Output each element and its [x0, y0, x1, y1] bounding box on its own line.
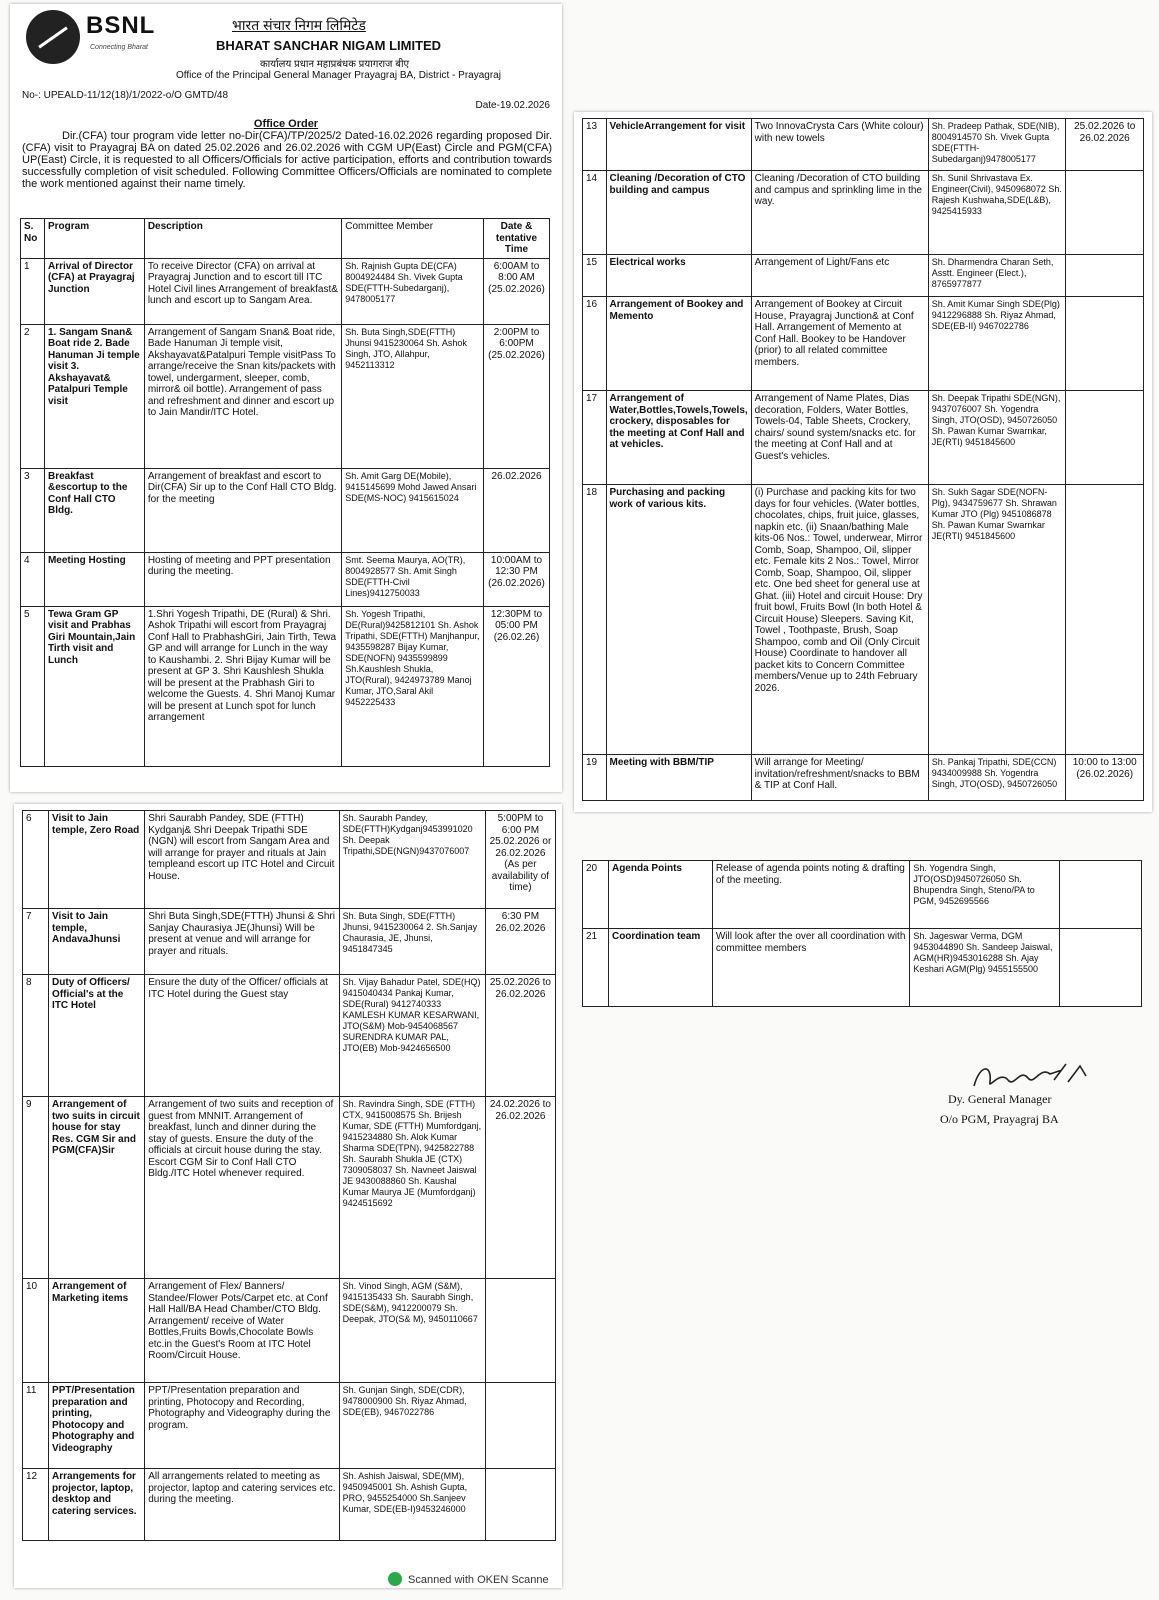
table-row — [583, 929, 1142, 1007]
row-member: Sh. Ravindra Singh, SDE (FTTH) CTX, 9415008575 Sh. Brijesh Kumar, SDE (FTTH) Mumfordganj, 9415234880 Sh. Alok Kumar Sharma SDE(TPN), 9425822788 Sh. Saurabh Shukla JE (CTX) 7309058037 Sh. Navneet Jaiswal JE 9430088860 Sh. Kaushal Kumar Maurya JE (Mumfordganj) 9424515692 — [339, 1097, 485, 1279]
header-date: Date & tentative Time — [483, 219, 549, 259]
row-number: 2 — [21, 324, 45, 468]
letterhead — [10, 4, 562, 100]
header-program: Program — [44, 219, 144, 259]
row-description: PPT/Presentation preparation and printing, Photocopy and Recording, Photography and Videography during the program. — [145, 1383, 339, 1469]
row-description: Arrangement of Name Plates, Dias decoration, Folders, Water Bottles, Towels-04, Table Sheets, Crockery, chairs/ sound system/snacks etc. for the meeting at Conf Hall and at Guest's vehicles. — [751, 391, 928, 485]
row-program: Arrangement of two suits in circuit house for stay Res. CGM Sir and PGM(CFA)Sir — [49, 1097, 145, 1279]
row-number: 15 — [583, 255, 607, 297]
row-date: 10:00AM to 12:30 PM (26.02.2026) — [483, 552, 549, 606]
row-member: Sh. Yogendra Singh, JTO(OSD)9450726050 Sh. Bhupendra Singh, Steno/PA to PGM, 9452695566 — [910, 861, 1060, 929]
row-member: Sh. Amit Garg DE(Mobile), 9415145699 Mohd Jawed Ansari SDE(MS-NOC) 9415615024 — [342, 468, 484, 552]
row-program: Meeting Hosting — [44, 552, 144, 606]
table-row — [23, 1097, 556, 1279]
row-date — [1060, 929, 1142, 1007]
row-member: Sh. Dharmendra Charan Seth, Asstt. Engineer (Elect.), 8765977877 — [928, 255, 1066, 297]
row-number: 17 — [583, 391, 607, 485]
row-member: Sh. Buta Singh, SDE(FTTH) Jhunsi, 9415230064 2. Sh.Sanjay Chaurasia, JE, Jhunsi, 9451847345 — [339, 909, 485, 975]
row-program: Visit to Jain temple, Zero Road — [49, 811, 145, 909]
row-member: Sh. Vijay Bahadur Patel, SDE(HQ) 9415040434 Pankaj Kumar, SDE(Rural) 9412740333 KAMLESH KUMAR KESARWANI, JTO(S&M) Mob-9454068567 SURENDRA KUMAR PAL, JTO(EB) Mob-9424656500 — [339, 975, 485, 1097]
row-number: 18 — [583, 485, 607, 755]
assignment-table-page-4 — [582, 860, 1142, 1007]
row-program: Arrangements for projector, laptop, desktop and catering services. — [49, 1469, 145, 1541]
page-1 — [10, 4, 562, 792]
row-program: Coordination team — [608, 929, 712, 1007]
row-number: 16 — [583, 297, 607, 391]
table-row — [23, 811, 556, 909]
row-number: 19 — [583, 755, 607, 801]
scanner-text: Scanned with OKEN Scanne — [408, 1574, 549, 1586]
row-member: Sh. Pradeep Pathak, SDE(NIB), 8004914570 Sh. Vivek Gupta SDE(FTTH-Subedarganj)9478005177 — [928, 119, 1066, 171]
row-member: Sh. Pankaj Tripathi, SDE(CCN) 9434009988 Sh. Yogendra Singh, JTO(OSD), 9450726050 — [928, 755, 1066, 801]
row-date — [1060, 861, 1142, 929]
page-2 — [574, 112, 1152, 812]
table-row — [583, 861, 1142, 929]
row-number: 1 — [21, 258, 45, 324]
logo-text: BSNL — [86, 12, 156, 39]
page-3 — [14, 804, 562, 1588]
row-program: Duty of Officers/ Official's at the ITC Hotel — [49, 975, 145, 1097]
row-member: Sh. Amit Kumar Singh SDE(Plg) 9412296888 Sh. Riyaz Ahmad, SDE(EB-II) 9467022786 — [928, 297, 1066, 391]
table-row — [583, 255, 1144, 297]
bsnl-logo — [26, 6, 176, 68]
row-description: Arrangement of two suits and reception of guest from MNNIT. Arrangement of breakfast, lunch and dinner during the stay of guests. Ensure the duty of the officials at circuit house during the stay. Escort CGM Sir to Conf Hall CTO Bldg./ITC Hotel whenever required. — [145, 1097, 339, 1279]
globe-icon — [26, 10, 80, 64]
row-date — [485, 1383, 555, 1469]
row-date: 10:00 to 13:00 (26.02.2026) — [1066, 755, 1144, 801]
row-program: Cleaning /Decoration of CTO building and campus — [606, 171, 751, 255]
row-description: 1.Shri Yogesh Tripathi, DE (Rural) & Shri. Ashok Tripathi will escort from Prayagraj Conf Hall to PrabhashGiri, Jain Tirth, Tewa GP and will arrange for Lunch in the way to Kaushambi. 2. Shri Bijay Kumar will be present at GP 3. Shri Kaushlesh Shukla will be present at the Prabhash Giri to welcome the Guests. 4. Shri Manoj Kumar will be present at Lunch spot for lunch arrangement — [144, 606, 341, 766]
row-description: Ensure the duty of the Officer/ officials at ITC Hotel during the Guest stay — [145, 975, 339, 1097]
row-description: Cleaning /Decoration of CTO building and campus and sprinkling lime in the way. — [751, 171, 928, 255]
page-4 — [578, 860, 1152, 1180]
row-description: Shri Saurabh Pandey, SDE (FTTH) Kydganj& Shri Deepak Tripathi SDE (NGN) will escort from Sangam Area and will arrange for prayer and rituals at Jain templeand escort up ITC Hotel and Circuit House. — [145, 811, 339, 909]
row-description: Arrangement of Bookey at Circuit House, Prayagraj Junction& at Conf Hall. Arrangement of Memento at Conf Hall. Bookey to be Handover (prior) to all related committee members. — [751, 297, 928, 391]
office-name: Office of the Principal General Manager Prayagraj BA, District - Prayagraj — [176, 70, 501, 81]
row-description: (i) Purchase and packing kits for two days for four vehicles. (Water bottles, chocolates, chips, fruit juice, glasses, napkin etc. (ii) Snaan/bathing Male kits-06 Nos.: Towel, underwear, Mirror Comb, Soap, Shampoo, Oil, slipper etc. Female kits 2 Nos.: Towel, Mirror Comb, Soap, Shampoo, Oil, slipper etc. One bed sheet for general use at Ghat. (iii) Hotel and circuit House: Dry fruit bowl, Fruits Bowl (In both Hotel & Circuit House) Sleepers. Saving Kit, Towel , Toothpaste, Brush, Soap Shampoo, comb and Oil (Only Circuit House) Coordinate to handover all packet kits to Concern Committee members/Venue up to 24th February 2026. — [751, 485, 928, 755]
row-number: 21 — [583, 929, 609, 1007]
assignment-table-page-2 — [582, 118, 1144, 801]
row-number: 9 — [23, 1097, 49, 1279]
table-header-row — [21, 219, 550, 259]
row-member: Sh. Vinod Singh, AGM (S&M), 9415135433 Sh. Saurabh Singh, SDE(S&M), 9412200079 Sh. Deepak, JTO(S& M), 9450110667 — [339, 1279, 485, 1383]
row-date — [1066, 297, 1144, 391]
row-date — [485, 1469, 555, 1541]
row-description: Release of agenda points noting & drafting of the meeting. — [712, 861, 910, 929]
row-date: 6:30 PM 26.02.2026 — [485, 909, 555, 975]
row-program: Arrangement of Bookey and Memento — [606, 297, 751, 391]
row-program: Tewa Gram GP visit and Prabhas Giri Mountain,Jain Tirth visit and Lunch — [44, 606, 144, 766]
row-program: Breakfast &escortup to the Conf Hall CTO Bldg. — [44, 468, 144, 552]
row-number: 5 — [21, 606, 45, 766]
row-number: 11 — [23, 1383, 49, 1469]
signatory-office: O/o PGM, Prayagraj BA — [940, 1112, 1059, 1126]
row-number: 20 — [583, 861, 609, 929]
header-description: Description — [144, 219, 341, 259]
english-company-name: BHARAT SANCHAR NIGAM LIMITED — [216, 38, 442, 53]
row-date — [485, 1279, 555, 1383]
table-row — [23, 1279, 556, 1383]
table-row — [23, 1383, 556, 1469]
row-date: 25.02.2026 to 26.02.2026 — [1066, 119, 1144, 171]
handwritten-signature — [970, 1060, 1090, 1094]
row-member: Sh. Rajnish Gupta DE(CFA) 8004924484 Sh. Vivek Gupta SDE(FTTH-Subedarganj), 9478005177 — [342, 258, 484, 324]
table-row — [583, 297, 1144, 391]
row-member: Sh. Deepak Tripathi SDE(NGN), 9437076007 Sh. Yogendra Singh, JTO(OSD), 9450726050 Sh. Pawan Kumar Swarnkar, JE(RTI) 9451845600 — [928, 391, 1066, 485]
assignment-table-page-1 — [20, 218, 550, 767]
header-member: Committee Member — [342, 219, 484, 259]
row-program: Electrical works — [606, 255, 751, 297]
row-date: 26.02.2026 — [483, 468, 549, 552]
row-member: Sh. Saurabh Pandey, SDE(FTTH)Kydganj9453991020 Sh. Deepak Tripathi,SDE(NGN)9437076007 — [339, 811, 485, 909]
row-date: 25.02.2026 to 26.02.2026 — [485, 975, 555, 1097]
table-row — [21, 552, 550, 606]
table-row — [23, 975, 556, 1097]
table-row — [23, 909, 556, 975]
row-member: Sh. Yogesh Tripathi, DE(Rural)9425812101 Sh. Ashok Tripathi, SDE(FTTH) Manjhanpur, 9435598287 Bijay Kumar, SDE(NOFN) 9435599899 Sh.Kaushlesh Shukla, JTO(Rural), 9424973789 Manoj Kumar, JTO,Saral Akil 9452225433 — [342, 606, 484, 766]
row-number: 12 — [23, 1469, 49, 1541]
signatory-designation: Dy. General Manager — [948, 1092, 1052, 1106]
row-member: Sh. Ashish Jaiswal, SDE(MM), 9450945001 Sh. Ashish Gupta, PRO, 9455254000 Sh.Sanjeev Kumar, SDE(EB-I)9453246000 — [339, 1469, 485, 1541]
table-row — [23, 1469, 556, 1541]
row-date: 6:00AM to 8:00 AM (25.02.2026) — [483, 258, 549, 324]
row-program: Visit to Jain temple, AndavaJhunsi — [49, 909, 145, 975]
row-description: Will look after the over all coordination with committee members — [712, 929, 910, 1007]
row-description: To receive Director (CFA) on arrival at Prayagraj Junction and to escort till ITC Hotel Civil lines Arrangement of breakfast& lunch and escort up to Sangam Area. — [144, 258, 341, 324]
row-date: 2:00PM to 6:00PM (25.02.2026) — [483, 324, 549, 468]
row-program: Arrival of Director (CFA) at Prayagraj Junction — [44, 258, 144, 324]
row-description: Shri Buta Singh,SDE(FTTH) Jhunsi & Shri Sanjay Chaurasiya JE(Jhunsi) Will be present at venue and will arrange for prayer and rituals. — [145, 909, 339, 975]
row-number: 8 — [23, 975, 49, 1097]
row-member: Sh. Gunjan Singh, SDE(CDR), 9478000900 Sh. Riyaz Ahmad, SDE(EB), 9467022786 — [339, 1383, 485, 1469]
table-row — [21, 258, 550, 324]
row-date: 24.02.2026 to 26.02.2026 — [485, 1097, 555, 1279]
row-member: Sh. Sukh Sagar SDE(NOFN-Plg), 9434759677 Sh. Shrawan Kumar JTO (Plg) 9451086878 Sh. Pawan Kumar Swarnkar JE(RTI) 9451845600 — [928, 485, 1066, 755]
document-title: Office Order — [253, 118, 319, 130]
row-program: Arrangement of Marketing items — [49, 1279, 145, 1383]
table-row — [21, 324, 550, 468]
row-program: 1. Sangam Snan& Boat ride 2. Bade Hanuman Ji temple visit 3. Akshayavat& Patalpuri Temple visit — [44, 324, 144, 468]
hindi-company-name: भारत संचार निगम लिमिटेड — [232, 17, 366, 33]
row-number: 10 — [23, 1279, 49, 1383]
row-number: 14 — [583, 171, 607, 255]
assignment-table-page-3 — [22, 810, 556, 1541]
row-number: 7 — [23, 909, 49, 975]
row-member: Sh. Jageswar Verma, DGM 9453044890 Sh. Sandeep Jaiswal, AGM(HR)9453016288 Sh. Ajay Keshari AGM(Plg) 9455155500 — [910, 929, 1060, 1007]
table-row — [583, 119, 1144, 171]
table-row — [21, 468, 550, 552]
row-member: Smt. Seema Maurya, AO(TR), 8004928577 Sh. Amit Singh SDE(FTTH-Civil Lines)9412750033 — [342, 552, 484, 606]
row-date: 5:00PM to 6:00 PM 25.02.2026 or 26.02.2026 (As per availability of time) — [485, 811, 555, 909]
hindi-office-name: कार्यालय प्रधान महाप्रबंधक प्रयागराज बीए — [260, 59, 410, 70]
logo-tagline: Connecting Bharat — [90, 44, 148, 51]
row-date — [1066, 171, 1144, 255]
row-program: Purchasing and packing work of various kits. — [606, 485, 751, 755]
row-date — [1066, 255, 1144, 297]
row-description: Arrangement of breakfast and escort to Dir(CFA) Sir up to the Conf Hall CTO Bldg. for the meeting — [144, 468, 341, 552]
row-program: Meeting with BBM/TIP — [606, 755, 751, 801]
row-member: Sh. Buta Singh,SDE(FTTH) Jhunsi 9415230064 Sh. Ashok Singh, JTO, Allahpur, 9452113312 — [342, 324, 484, 468]
header-sno: S. No — [21, 219, 45, 259]
scanner-watermark — [388, 1572, 549, 1586]
row-description: Two InnovaCrysta Cars (White colour) with new towels — [751, 119, 928, 171]
row-program: Agenda Points — [608, 861, 712, 929]
row-description: Arrangement of Sangam Snan& Boat ride, Bade Hanuman Ji temple visit, Akshayavat&Patalpuri Temple visitPass To arrange/receive the Snan kits/packets with towel, undergarment, sleeper, comb, mirror& oil bottle). Arrangement of pass and refreshment and dinner and escort up to Jain Mandir/ITC Hotel. — [144, 324, 341, 468]
intro-paragraph: Dir.(CFA) tour program vide letter no-Dir(CFA)/TP/2025/2 Dated-16.02.2026 regarding proposed Dir.(CFA) visit to Prayagraj BA on dated 25.02.2026 and 26.02.2026 with CGM UP(East) Circle and PGM(CFA) UP(East) Circle, it is requested to all Officers/Officials for active participation, efforts and contribution towards successfully completion of visit scheduled. Following Committee Officers/Officials are nominated to complete the work mentioned against their name timely. — [22, 130, 552, 190]
reference-row — [22, 90, 550, 111]
table-row — [583, 485, 1144, 755]
row-description: Arrangement of Flex/ Banners/ Standee/Flower Pots/Carpet etc. at Conf Hall Hall/BA Head Chamber/CTO Bldg. Arrangement/ receive of Water Bottles,Fruits Bowls,Chocolate Bowls etc.in the Guest's Room at ITC Hotel Room/Circuit House. — [145, 1279, 339, 1383]
row-number: 13 — [583, 119, 607, 171]
row-date — [1066, 391, 1144, 485]
reference-number: No-: UPEALD-11/12(18)/1/2022-o/O GMTD/48 — [22, 90, 229, 101]
row-description: Hosting of meeting and PPT presentation during the meeting. — [144, 552, 341, 606]
table-row — [583, 171, 1144, 255]
order-date: Date-19.02.2026 — [475, 100, 550, 111]
row-description: Will arrange for Meeting/ invitation/refreshment/snacks to BBM & TIP at Conf Hall. — [751, 755, 928, 801]
table-row — [583, 755, 1144, 801]
row-number: 3 — [21, 468, 45, 552]
row-date — [1066, 485, 1144, 755]
row-program: Arrangement of Water,Bottles,Towels,Towels, crockery, disposables for the meeting at Conf Hall and at vehicles. — [606, 391, 751, 485]
row-number: 4 — [21, 552, 45, 606]
row-member: Sh. Sunil Shrivastava Ex. Engineer(Civil), 9450968072 Sh. Rajesh Kushwaha,SDE(L&B), 9425415933 — [928, 171, 1066, 255]
scanner-logo-icon — [388, 1572, 402, 1586]
row-description: All arrangements related to meeting as projector, laptop and catering services etc. during the meeting. — [145, 1469, 339, 1541]
table-row — [21, 606, 550, 766]
table-row — [583, 391, 1144, 485]
row-description: Arrangement of Light/Fans etc — [751, 255, 928, 297]
row-date: 12:30PM to 05:00 PM (26.02.26) — [483, 606, 549, 766]
row-number: 6 — [23, 811, 49, 909]
row-program: VehicleArrangement for visit — [606, 119, 751, 171]
row-program: PPT/Presentation preparation and printing, Photocopy and Photography and Videography — [49, 1383, 145, 1469]
